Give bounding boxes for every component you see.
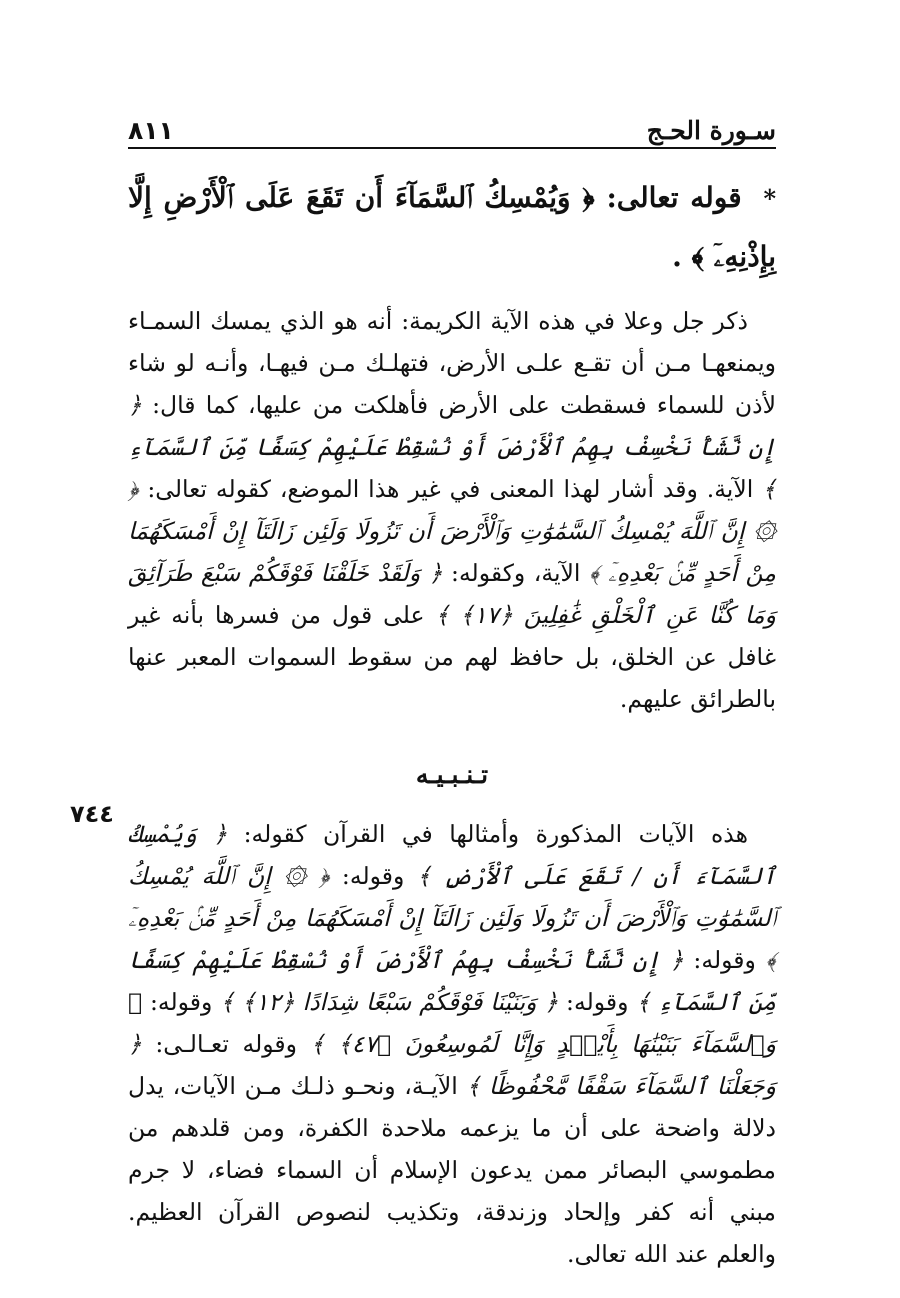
note-quote-3: ﴿ إِن نَّشَأْ نَخْسِفْ بِهِمُ ٱلْأَرْضَ أَوْ نُسْقِطْ عَلَيْهِمْ كِسَفًا مِّنَ ٱلسَّمَآءِ ﴾ [128, 945, 776, 1016]
note-quote-4: ﴿ وَبَنَيْنَا فَوْقَكُمْ سَبْعًا شِدَادًا ﴿١٢﴾ ﴾ [220, 987, 559, 1016]
commentary-text-2: الآية. وقد أشار لهذا المعنى في غير هذا الموضع، كقوله تعالى: [147, 475, 754, 503]
note-text-4: وقوله: [566, 987, 629, 1016]
quran-quote-3: ﴿ وَلَقَدْ خَلَقْنَا فَوْقَكُمْ سَبْعَ طَرَآئِقَ وَمَا كُنَّا عَنِ ٱلْخَلْقِ غَٰفِلِينَ ﴿١٧﴾ ﴾ [128, 559, 776, 629]
note-text-5: وقوله: [149, 987, 213, 1016]
note-text-2: وقوله: [341, 861, 405, 890]
note-quote-6: ﴿ وَجَعَلْنَا ٱلسَّمَآءَ سَقْفًا مَّحْفُوظًا ﴾ [128, 1029, 776, 1100]
quran-quote-1: ﴿ إِن نَّشَأْ نَخْسِفْ بِهِمُ ٱلْأَرْضَ أَوْ نُسْقِطْ عَلَيْهِمْ كِسَفًا مِّنَ ٱلسَّمَآءِ ﴾ [128, 391, 776, 503]
book-page [128, 105, 776, 1298]
note-paragraph [128, 813, 776, 1275]
asterisk-icon: * [763, 184, 777, 213]
margin-page-reference: ٧٤٤ [70, 800, 114, 828]
note-quote-5: ﴿ وَٱلسَّمَآءَ بَنَيْنَٰهَا بِأَيْي۟دٍ وَإِنَّا لَمُوسِعُونَ ﴿٤٧﴾ ﴾ [128, 987, 776, 1058]
commentary-text-4: على قول من فسرها بأنه غير غافل عن الخلق، بل حافظ لهم من سقوط السموات المعبر عنها بالطرائق عليهم. [128, 601, 776, 713]
commentary-paragraph [128, 300, 776, 720]
commentary-text-1: ذكر جل وعلا في هذه الآية الكريمة: أنه هو الذي يمسك السمـاء ويمنعهـا مـن أن تقـع علـى الأرض، فتهلـك مـن فيهـا، وأنـه لو شاء لأذن للسماء فسقطت على الأرض فأهلكت من عليها، كما قال: [128, 307, 776, 419]
note-text-7: الآيـة، ونحـو ذلـك مـن الآيات، يدل دلالة واضحة على أن ما يزعمه ملاحدة الكفرة، ومن قلدهم من مطموسي البصائر ممن يدعون الإسلام أن السماء فضاء، لا جرم مبني أنه كفر وإلحاد وزندقة، وتكذيب لنصوص القرآن العظيم. والعلم عند الله تعالى. [128, 1071, 776, 1268]
note-text-6: وقوله تعـالـى: [155, 1029, 297, 1058]
quran-quote-2: ﴿ ۞ إِنَّ ٱللَّهَ يُمْسِكُ ٱلسَّمَٰوَٰتِ وَٱلْأَرْضَ أَن تَزُولَا وَلَئِن زَالَتَآ إِنْ أَمْسَكَهُمَا مِنْ أَحَدٍ مِّنۢ بَعْدِهِۦٓ ﴾ [128, 475, 776, 587]
verse-heading [128, 169, 776, 286]
note-quote-2: ﴿ ۞ إِنَّ ٱللَّهَ يُمْسِكُ ٱلسَّمَٰوَٰتِ وَٱلْأَرْضَ أَن تَزُولَا وَلَئِن زَالَتَآ إِنْ أَمْسَكَهُمَا مِنْ أَحَدٍ مِّنۢ بَعْدِهِۦٓ ﴾ [128, 861, 776, 974]
surah-name: سـورة الحـج [646, 116, 776, 145]
heading-end: . [672, 240, 682, 273]
running-head [128, 105, 776, 149]
page-number: ٨١١ [128, 116, 174, 145]
note-text-3: وقوله: [693, 945, 756, 974]
heading-lead: قوله تعالى: [606, 181, 742, 214]
note-quote-1: ﴿ وَيُمْسِكُ ٱلسَّمَآءَ أَن / تَقَعَ عَلَى ٱلْأَرْضِ ﴾ [128, 819, 776, 890]
commentary-text-3: الآية، وكقوله: [451, 559, 581, 587]
section-title: تـنـبـيـه [415, 760, 489, 789]
heading-verse: ﴿ وَيُمْسِكُ ٱلسَّمَآءَ أَن تَقَعَ عَلَى ٱلْأَرْضِ إِلَّا بِإِذْنِهِۦٓ ﴾ [128, 181, 776, 273]
note-text-1: هذه الآيات المذكورة وأمثالها في القرآن كقوله: [243, 819, 748, 848]
